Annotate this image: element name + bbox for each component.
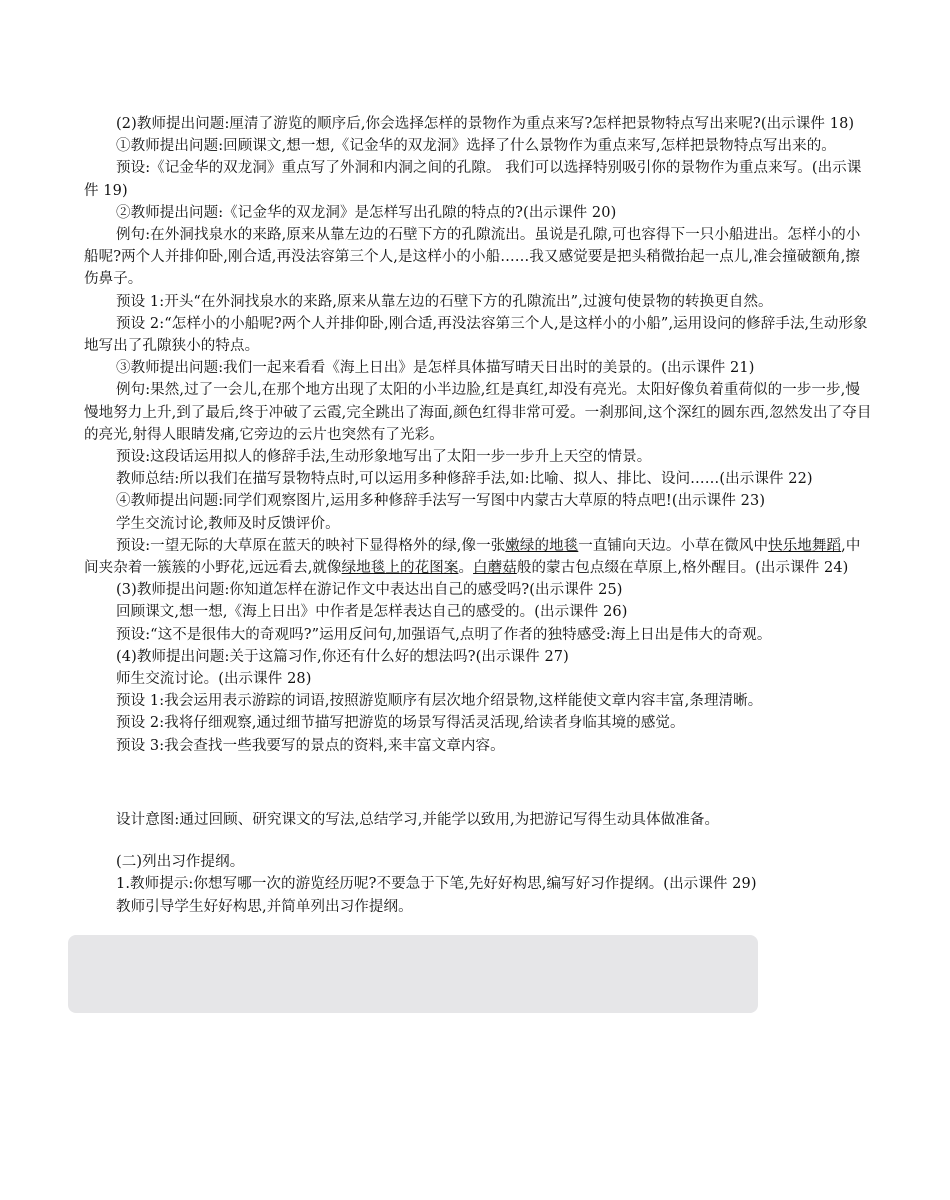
design-intent: 设计意图:通过回顾、研究课文的写法,总结学习,并能学以致用,为把游记写得生动具体做准备。 <box>116 811 720 828</box>
underlined-phrase: 绿地毯上的花图案 <box>341 560 459 577</box>
paragraph: 预设 3:我会查找一些我要写的景点的资料,来丰富文章内容。 <box>116 737 505 754</box>
paragraph: ②教师提出问题:《记金华的双龙洞》是怎样写出孔隙的特点的?(出示课件 20) <box>116 204 617 221</box>
design-intent-highlight <box>68 935 758 1013</box>
paragraph: (2)教师提出问题:厘清了游览的顺序后,你会选择怎样的景物作为重点来写?怎样把景物特点写出来呢?(出示课件 18) <box>116 116 855 132</box>
paragraph: 例句:果然,过了一会儿,在那个地方出现了太阳的小半边脸,红是真红,却没有亮光。太阳好像负着重荷似的一步一步,慢慢地努力上升,到了最后,终于冲破了云霞,完全跳出了海面,颜色红得非常可爱。一刹那间,这个深红的圆东西,忽然发出了夺目的亮光,射得人眼睛发痛,它旁边的云片也突然有了光彩。 <box>84 382 872 443</box>
text-run: 般的蒙古包点缀在草原上,格外醒目。(出示课件 24) <box>516 560 849 577</box>
underlined-phrase: 嫩绿的地毯 <box>505 537 579 554</box>
paragraph: 学生交流讨论,教师及时反馈评价。 <box>116 515 340 532</box>
grassland-preset-paragraph <box>84 535 874 579</box>
paragraph: 教师总结:所以我们在描写景物特点时,可以运用多种修辞手法,如:比喻、拟人、排比、设问……(出示课件 22) <box>116 471 813 488</box>
paragraph: 预设:这段话运用拟人的修辞手法,生动形象地写出了太阳一步一步升上天空的情景。 <box>116 449 652 466</box>
paragraph: 预设 1:开头“在外洞找泉水的来路,原来从靠左边的石壁下方的孔隙流出”,过渡句使景物的转换更自然。 <box>116 293 773 310</box>
paragraph: (4)教师提出问题:关于这篇习作,你还有什么好的想法吗?(出示课件 27) <box>116 648 569 665</box>
paragraph: 教师引导学生好好构思,并简单列出习作提纲。 <box>116 898 413 915</box>
underlined-phrase: 白蘑菇 <box>473 560 517 577</box>
underlined-phrase: 快乐地舞蹈 <box>768 537 842 554</box>
paragraph: 预设 1:我会运用表示游踪的词语,按照游览顺序有层次地介绍景物,这样能使文章内容丰富,条理清晰。 <box>116 693 763 710</box>
text-run: 一直铺向天边。小草在微风中 <box>578 537 769 554</box>
paragraph: 预设:《记金华的双龙洞》重点写了外洞和内洞之间的孔隙。 我们可以选择特别吸引你的景物作为重点来写。(出示课件 19) <box>84 160 862 199</box>
paragraph: 回顾课文,想一想,《海上日出》中作者是怎样表达自己的感受的。(出示课件 26) <box>116 604 628 621</box>
paragraph: 例句:在外洞找泉水的来路,原来从靠左边的石壁下方的孔隙流出。虽说是孔隙,可也容得下一只小船进出。怎样小的小船呢?两个人并排仰卧,刚合适,再没法容第三个人,是这样小的小船……我又感觉要是把头稍微抬起一点儿,准会撞破额角,擦伤鼻子。 <box>84 227 861 288</box>
paragraph: 预设 2:我将仔细观察,通过细节描写把游览的场景写得活灵活现,给读者身临其境的感觉。 <box>116 715 685 732</box>
text-run: ,中间夹杂着一簇簇的小野花,远远看去,就像 <box>84 537 861 577</box>
paragraph: ③教师提出问题:我们一起来看看《海上日出》是怎样具体描写晴天日出时的美景的。(出示课件 21) <box>116 360 755 377</box>
paragraph: ①教师提出问题:回顾课文,想一想,《记金华的双龙洞》选择了什么景物作为重点来写,怎样把景物特点写出来的。 <box>116 138 836 155</box>
text-run: 。 <box>458 560 474 577</box>
paragraph: 师生交流讨论。(出示课件 28) <box>116 671 312 688</box>
document-body <box>84 113 874 918</box>
section-title: (二)列出习作提纲。 <box>116 854 245 871</box>
paragraph: 预设:“这不是很伟大的奇观吗?”运用反问句,加强语气,点明了作者的独特感受:海上日出是伟大的奇观。 <box>116 626 772 643</box>
paragraph: 预设 2:“怎样小的小船呢?两个人并排仰卧,刚合适,再没法容第三个人,是这样小的小船”,运用设问的修辞手法,生动形象地写出了孔隙狭小的特点。 <box>84 315 868 355</box>
paragraph: (3)教师提出问题:你知道怎样在游记作文中表达出自己的感受吗?(出示课件 25) <box>116 582 623 599</box>
text-run: 预设:一望无际的大草原在蓝天的映衬下显得格外的绿,像一张 <box>116 537 506 554</box>
paragraph: 1.教师提示:你想写哪一次的游览经历呢?不要急于下笔,先好好构思,编写好习作提纲。(出示课件 29) <box>116 876 757 893</box>
paragraph: ④教师提出问题:同学们观察图片,运用多种修辞手法写一写图中内蒙古大草原的特点吧!(出示课件 23) <box>116 493 766 510</box>
